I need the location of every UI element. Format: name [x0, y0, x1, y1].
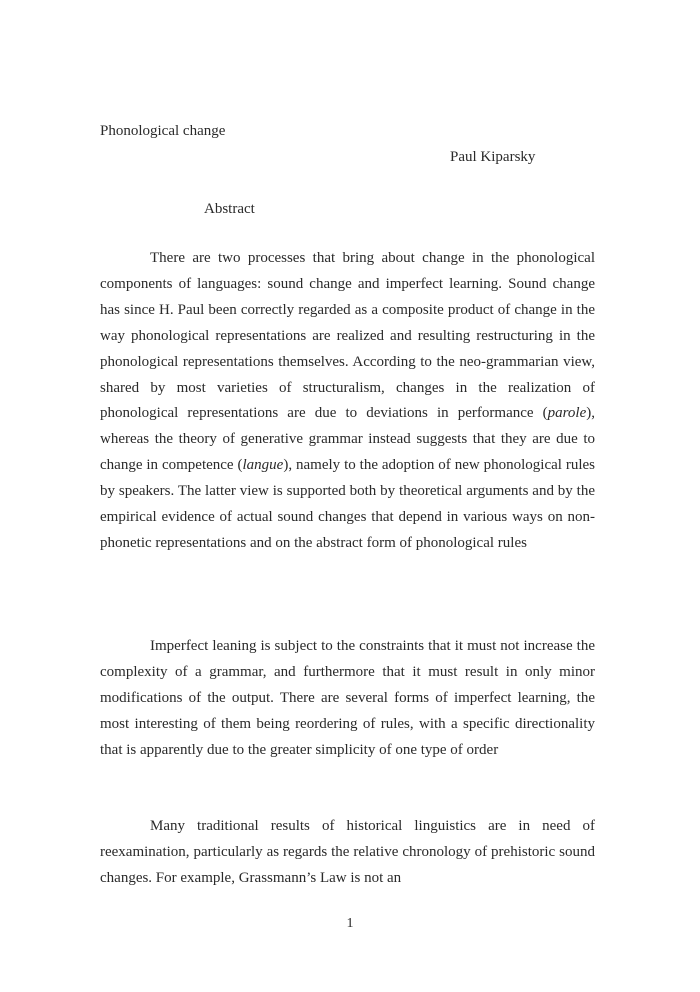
italic-term-parole: parole [547, 405, 587, 422]
paragraph-text-segment: Imperfect leaning is subject to the constraints that it must not increase the complexity of a grammar, and furthermore that it must result in only minor modifications of the output. There are several forms of imperfect learning, the most interesting of them being reordering of rules, with a specific directionality that is apparently due to the greater simplicity of one type of order [100, 638, 595, 758]
abstract-paragraph-2 [100, 634, 595, 764]
abstract-paragraph-3 [100, 814, 595, 892]
abstract-paragraph-1 [100, 246, 595, 557]
paragraph-text-segment: There are two processes that bring about change in the phonological components of languages: sound change and imperfect learning. Sound change has since H. Paul been correctly regarded as a composite product of change in the way phonological representations are realized and resulting restructuring in the phonological representations themselves. According to the neo-grammarian view, shared by most varieties of structuralism, changes in the realization of phonological representations are due to deviations in performance ( [100, 250, 595, 422]
page-number: 1 [346, 916, 354, 931]
abstract-heading: Abstract [204, 201, 255, 217]
author-name: Paul Kiparsky [450, 149, 536, 165]
paragraph-text-segment: ), namely to the adoption of new phonological rules by speakers. The latter view is supported both by theoretical arguments and by the empirical evidence of actual sound changes that depend in various ways on non-phonetic representations and on the abstract form of phonological rules [100, 457, 596, 551]
paragraph-text-segment: ), whereas the theory of generative grammar instead suggests that they are due to change in competence ( [100, 405, 595, 474]
document-title: Phonological change [100, 123, 226, 139]
italic-term-langue: langue [242, 457, 284, 474]
paragraph-text-segment: Many traditional results of historical linguistics are in need of reexamination, particularly as regards the relative chronology of prehistoric sound changes. For example, Grassmann’s Law is not an [100, 818, 595, 886]
